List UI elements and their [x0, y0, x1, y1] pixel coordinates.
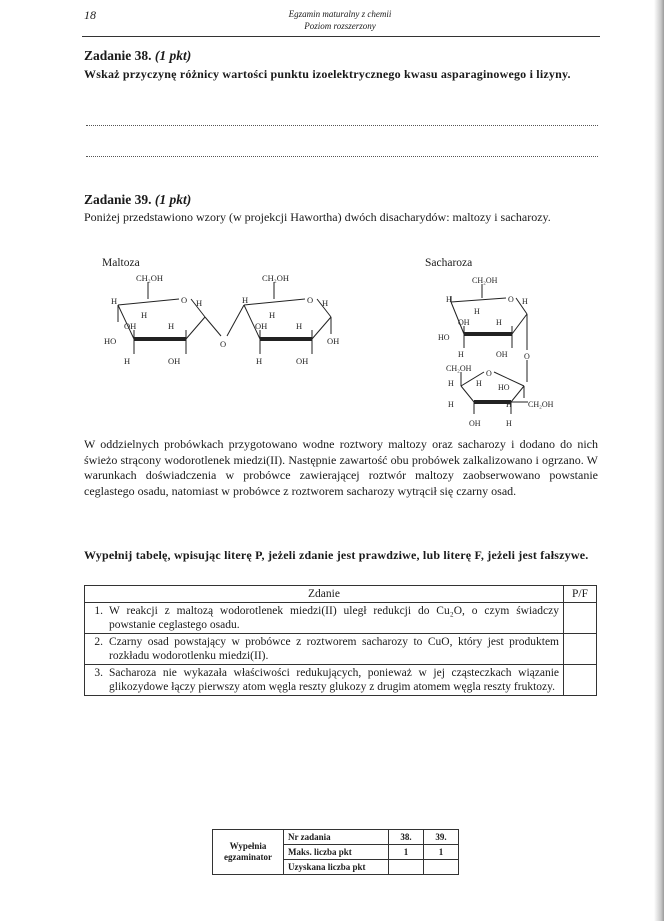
atom-label: HO	[104, 336, 117, 346]
atom-label: H	[124, 356, 131, 366]
atom-label: H	[242, 295, 249, 305]
col-answer-header: P/F	[564, 586, 597, 603]
atom-label: H	[446, 295, 452, 304]
atom-label: HO	[438, 333, 450, 342]
row-number: 1.	[85, 603, 106, 634]
atom-label: OH	[327, 336, 340, 346]
atom-label: OH	[296, 356, 309, 366]
task39-description: W oddzielnych probówkach przygotowano wodne roztwory maltozy oraz sacharozy i dodano do nich świeżo strącony wodorotlenek miedzi(II). Następnie zawartość obu probówek zalkalizowano i ogrzano. W warunkach doświadczenia w probówce zawierającej roztwór maltozy zaobserwowano powstanie ceglastego osadu, natomiast w probówce z roztworem sacharozy wytrącił się czarny osad.	[84, 437, 598, 498]
row-number: 2.	[85, 634, 106, 665]
row-number: 3.	[85, 665, 106, 696]
atom-label: H	[506, 419, 512, 428]
task38-title-prefix: Zadanie 38.	[84, 48, 152, 63]
exam-title: Egzamin maturalny z chemii	[288, 9, 392, 19]
score-box	[212, 829, 459, 875]
answer-line-2[interactable]	[86, 156, 598, 157]
atom-label: OH	[124, 321, 137, 331]
atom-label: O	[181, 295, 188, 305]
atom-label: CH₂OH	[446, 364, 472, 373]
score-value: 39.	[424, 830, 459, 845]
atom-label: H	[322, 298, 329, 308]
task38-title	[84, 48, 191, 64]
atom-label: HO	[498, 383, 510, 392]
atom-label: H	[522, 297, 528, 306]
atom-label: H	[196, 298, 203, 308]
score-value: 38.	[389, 830, 424, 845]
atom-label: CH₂OH	[528, 400, 554, 409]
atom-label: H	[296, 321, 303, 331]
atom-label: H	[458, 350, 464, 359]
table-row	[85, 634, 597, 665]
statement-text: Czarny osad powstający w probówce z roztworem sacharozy to CuO, który jest produktem rozkładu wodorotlenku miedzi(II).	[105, 634, 564, 665]
atom-label: H	[474, 307, 480, 316]
task38-prompt: Wskaż przyczynę różnicy wartości punktu izoelektrycznego kwasu asparaginowego i lizyny.	[84, 67, 571, 81]
atom-label: OH	[458, 318, 470, 327]
statement-text: W reakcji z maltozą wodorotlenek miedzi(II) uległ redukcji do Cu₂O, o czym świadczy powstanie ceglastego osadu.	[105, 603, 564, 634]
atom-label: OH	[496, 350, 508, 359]
statement-text: Sacharoza nie wykazała właściwości redukujących, ponieważ w jej cząsteczkach wiązanie glikozydowe łączy pierwszy atom węgla reszty glukozy z drugim atomem węgla reszty fruktozy.	[105, 665, 564, 696]
atom-label: O	[524, 352, 530, 361]
page-number: 18	[84, 8, 96, 22]
task38-points: (1 pkt)	[154, 48, 192, 63]
atom-label: O	[307, 295, 314, 305]
score-side-label: Wypełnia egzaminator	[213, 830, 284, 875]
task39-points: (1 pkt)	[154, 192, 192, 207]
atom-label: H	[269, 310, 276, 320]
atom-label: H	[256, 356, 263, 366]
task39-intro: Poniżej przedstawiono wzory (w projekcji Hawortha) dwóch disacharydów: maltozy i sacharozy.	[84, 210, 551, 224]
exam-level: Poziom rozszerzony	[304, 21, 376, 31]
task39-instruction: Wypełnij tabelę, wpisując literę P, jeżeli zdanie jest prawdziwe, lub literę F, jeżeli jest fałszywe.	[84, 548, 589, 562]
atom-label: O	[486, 369, 492, 378]
page-edge-shadow	[654, 0, 664, 921]
table-row	[85, 665, 597, 696]
task39-title-prefix: Zadanie 39.	[84, 192, 152, 207]
score-row-label: Maks. liczba pkt	[284, 845, 389, 860]
atom-label: CH₂OH	[262, 273, 290, 283]
table-header-row	[85, 586, 597, 603]
atom-label: CH₂OH	[136, 273, 164, 283]
score-row-label: Nr zadania	[284, 830, 389, 845]
task39-title	[84, 192, 191, 208]
atom-label: H	[111, 296, 118, 306]
atom-label: CH₂OH	[472, 276, 498, 285]
atom-label: O	[220, 339, 227, 349]
score-value: 1	[389, 845, 424, 860]
col-statement-header: Zdanie	[85, 586, 564, 603]
atom-label: H	[506, 400, 512, 409]
atom-label: H	[496, 318, 502, 327]
atom-label: OH	[469, 419, 481, 428]
atom-label: H	[141, 310, 148, 320]
answer-cell[interactable]	[564, 603, 597, 634]
answer-line-1[interactable]	[86, 125, 598, 126]
score-input[interactable]	[424, 860, 459, 875]
atom-label: OH	[168, 356, 181, 366]
atom-label: H	[448, 400, 454, 409]
maltose-label: Maltoza	[102, 257, 140, 269]
sucrose-structure	[436, 274, 566, 434]
atom-label: OH	[255, 321, 268, 331]
true-false-table	[84, 585, 597, 696]
answer-cell[interactable]	[564, 665, 597, 696]
score-row	[213, 830, 459, 845]
sucrose-label: Sacharoza	[425, 257, 473, 269]
atom-label: H	[476, 379, 482, 388]
atom-label: H	[168, 321, 175, 331]
atom-label: O	[508, 295, 514, 304]
answer-cell[interactable]	[564, 634, 597, 665]
score-input[interactable]	[389, 860, 424, 875]
maltose-structure	[96, 272, 356, 372]
score-row-label: Uzyskana liczba pkt	[284, 860, 389, 875]
header-rule	[82, 36, 600, 37]
atom-label: H	[448, 379, 454, 388]
table-row	[85, 603, 597, 634]
score-value: 1	[424, 845, 459, 860]
